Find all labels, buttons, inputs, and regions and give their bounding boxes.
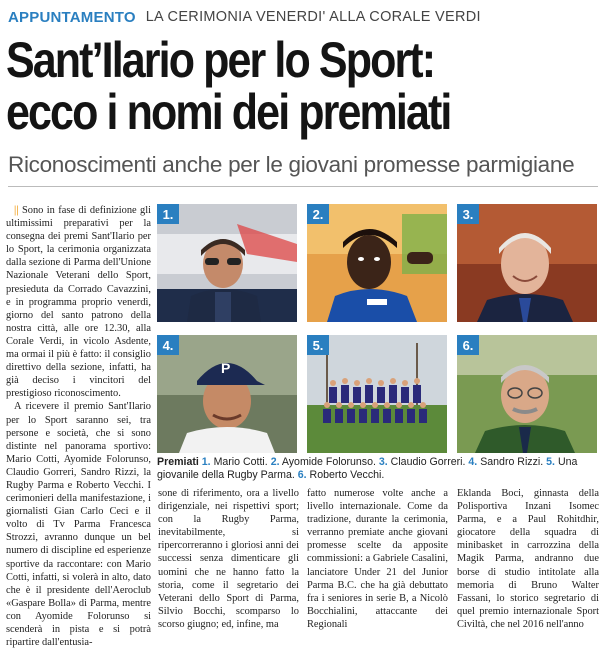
caption-name: Roberto Vecchi. — [309, 469, 385, 481]
caption-name: Sandro Rizzi. — [480, 456, 544, 468]
photo-caption — [157, 456, 599, 482]
divider — [8, 186, 598, 187]
article-paragraph: Eklanda Boci, ginnasta della Polisportiva Inzani Isomec Parma, e a Paul Rohitdhir, giocatore della squadra di minibasket in carrozzina della Magik Parma, andranno due borse di studio intitolate alla memoria di Bruno Walter Fassani, lo storico segretario di quel premio internazionale Sport Civiltà, che nel 2016 nell'anno — [457, 488, 599, 630]
article-paragraph: sone di riferimento, ora a livello dirigenziale, nei rispettivi sport; con la Rugby Parma, inevitabilmente, si ripercorreranno i gloriosi anni dei successi senza dimenticare gli uomini che ne hanno fatto la storia, come il segretario dei Veterani dello Sport di Parma, Silvio Bocchi, scomparso lo scorso giugno; ed, infine, ma — [158, 488, 299, 630]
caption-number: 4. — [468, 456, 478, 468]
photo-claudio-gorreri — [457, 204, 597, 322]
caption-number: 2. — [270, 456, 280, 468]
photo-number-badge: 3. — [457, 204, 479, 224]
lead-mark: || — [14, 205, 19, 216]
article-paragraph: fatto numerose volte anche a livello internazionale. Come da tradizione, durante la cerimonia, verranno premiate anche giovani promesse scelte da apposite commissioni: a Gabriele Casalini, lanciatore Under 21 del Junior Parma B.C. che ha già debuttato fra i seniores in serie B, a Nicolò Bocchialini, attaccante dei Regionali — [307, 488, 448, 630]
article-paragraph — [6, 204, 151, 400]
photo-mario-cotti — [157, 204, 297, 322]
headline-line-1: Sant’Ilario per lo Sport: — [6, 32, 435, 88]
article-column-1 — [6, 204, 152, 649]
photo-number-badge: 6. — [457, 335, 479, 355]
article-column-4 — [457, 487, 599, 630]
caption-name: Claudio Gorreri. — [390, 456, 466, 468]
headline-line-2: ecco i nomi dei premiati — [6, 84, 451, 140]
headline — [6, 34, 513, 138]
article-column-3 — [307, 487, 448, 630]
paragraph-text: Sono in fase di definizione gli ultimissimi preparativi per la consegna dei premi Sant'Ilario per lo Sport, la cerimonia organizzata dalla sezione di Parma dell'Unione Nazionale Veterani dello Sport, presieduta da Corrado Cavazzini, e in programma proprio venerdì, giorno del santo patrono della nostra città, alle ore 12.30, alla Corale Verdi, in vicolo Asdente, ma ormai il più è fatto: il consiglio direttivo della sezione, infatti, ha già deciso i vincitori del prestigioso riconoscimento. — [6, 205, 152, 400]
photo-number-badge: 5. — [307, 335, 329, 355]
photo-number-badge: 4. — [157, 335, 179, 355]
caption-number: 1. — [201, 456, 211, 468]
photo-number-badge: 2. — [307, 204, 329, 224]
article-column-2 — [158, 487, 299, 630]
caption-name: Ayomide Folorunso. — [281, 456, 376, 468]
svg-text:P: P — [221, 360, 231, 376]
subheadline: Riconoscimenti anche per le giovani promesse parmigiane — [8, 152, 575, 177]
caption-name: Mario Cotti. — [213, 456, 268, 468]
caption-number: 3. — [378, 456, 388, 468]
caption-lead: Premiati — [157, 456, 199, 468]
section-tag: APPUNTAMENTO — [8, 8, 136, 26]
photo-sandro-rizzi — [157, 335, 297, 453]
caption-number: 5. — [546, 456, 555, 468]
caption-number: 6. — [297, 469, 307, 481]
photo-ayomide-folorunso — [307, 204, 447, 322]
caption-name: Una giovanile della Rugby Parma. — [157, 456, 578, 481]
photo-roberto-vecchi — [457, 335, 597, 453]
kicker — [8, 6, 481, 28]
photo-rugby-team — [307, 335, 447, 453]
photo-number-badge: 1. — [157, 204, 179, 224]
article-paragraph: A ricevere il premio Sant'Ilario per lo Sport saranno sei, tra persone e società, che si sono distinte nel panorama sportivo: Mario Cotti, Ayomide Folorunso, Claudio Gorreri, Sandro Rizzi, la Rugby Parma e Roberto Vecchi. I cerimonieri della manifestazione, i giornalisti Gian Carlo Ceci e il volto di Tv Parma Francesca Strozzi, avranno dunque un bel numero di discipline ed esperienze sportive da raccontare: con Mario Cotti, infatti, si volerà in alto, dato che è il presidente dell'Aeroclub «Gaspare Bolla» di Parma, mentre con Ayomide Folorunso si scenderà in pista e si potrà ripartire dall'entusia- — [6, 401, 151, 649]
kicker-subtitle: LA CERIMONIA VENERDI' ALLA CORALE VERDI — [145, 9, 481, 25]
